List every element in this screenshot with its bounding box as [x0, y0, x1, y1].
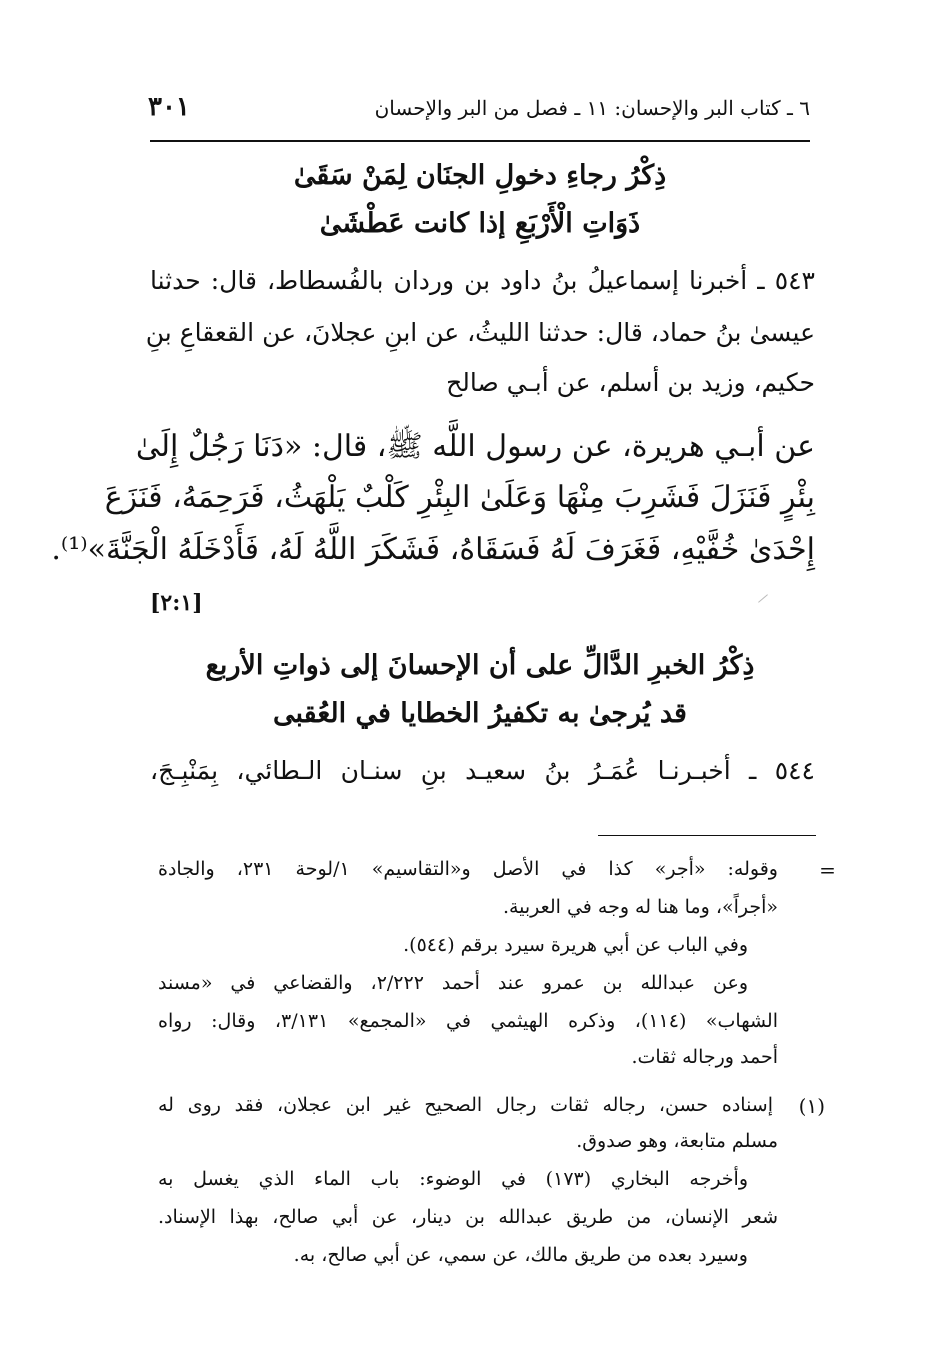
isnad-line: ٥٤٣ ـ أخبرنا إسماعيلُ بنُ داود بن وردان بالفُسطاط، قال: حدثنا: [150, 266, 815, 295]
footnote-line: الشهاب» (١١٤)، وذكره الهيثمي في «المجمع» ٣/١٣١، وقال: رواه: [158, 1010, 778, 1032]
footnote-line: وفي الباب عن أبي هريرة سيرد برقم (٥٤٤).: [403, 934, 748, 956]
page-number: ٣٠١: [148, 92, 190, 122]
footnote-line: مسلم متابعة، وهو صدوق.: [576, 1130, 778, 1152]
footnote-line: شعر الإنسان، من طريق عبدالله بن دينار، عن أبي صالح، بهذا الإسناد.: [158, 1206, 778, 1228]
section-heading-line: ذَوَاتِ الْأَرْبَعِ إذا كانت عَطْشَىٰ: [319, 208, 641, 239]
hadith-text-line: إِحْدَىٰ خُفَّيْهِ، فَغَرَفَ لَهُ فَسَقَاهُ، فَشَكَرَ اللَّهُ لَهُ، فَأَدْخَلَهُ الْجَنَّةَ»⁽¹⁾.: [51, 532, 815, 567]
footnote-rule: [598, 835, 816, 836]
footnote-line: وأخرجه البخاري (١٧٣) في الوضوء: باب الماء الذي يغسل به: [158, 1168, 748, 1190]
isnad-line: عيسىٰ بنُ حماد، قال: حدثنا الليثُ، عن ابنِ عجلانَ، عن القعقاعِ بنِ: [145, 318, 815, 347]
running-title: ٦ ـ كتاب البر والإحسان: ١١ ـ فصل من البر والإحسان: [374, 96, 810, 120]
footnote-line: وعن عبدالله بن عمرو عند أحمد ٢/٢٢٢، والقضاعي في «مسند: [158, 972, 748, 994]
footnote-line: أحمد ورجاله ثقات.: [631, 1046, 778, 1068]
header-rule: [150, 140, 810, 142]
footnote-continuation-marker: =: [819, 858, 836, 882]
source-reference: [٢:١]: [150, 590, 203, 616]
hadith-text-line: بِئْرٍ فَنَزَلَ فَشَرِبَ مِنْهَا وَعَلَىٰ البِئْرِ كَلْبٌ يَلْهَثُ، فَرَحِمَهُ، فَنَزَعَ: [104, 480, 815, 515]
section-heading-line: ذِكْرُ رجاءِ دخولِ الجنَان لِمَنْ سَقَىٰ: [293, 160, 667, 191]
footnote-line: «أجراً»، وما هنا له وجه في العربية.: [502, 896, 778, 918]
section-heading-line: قد يُرجىٰ به تكفيرُ الخطايا في العُقبى: [273, 698, 687, 729]
footnote-number: (١): [798, 1094, 825, 1118]
stray-mark: [758, 594, 768, 602]
section-heading-line: ذِكْرُ الخبرِ الدَّالِّ على أن الإحسانَ إلى ذواتِ الأربع: [205, 650, 755, 681]
footnote-line: وسيرد بعده من طريق مالك، عن سمي، عن أبي صالح، به.: [293, 1244, 748, 1266]
footnote-line: وقوله: «أجر» كذا في الأصل و«التقاسيم» ١/لوحة ٢٣١، والجادة: [158, 858, 778, 880]
hadith-text-line: عن أبـي هريرة، عن رسول اللَّه ﷺ، قال: «دَنَا رَجُلٌ إِلَىٰ: [135, 429, 815, 464]
isnad-line: حكيم، وزيد بن أسلم، عن أبـي صالح: [446, 368, 815, 397]
footnote-line: إسناده حسن، رجاله ثقات رجال الصحيح غير ابن عجلان، فقد روى له: [158, 1094, 773, 1116]
isnad-line: ٥٤٤ ـ أخبـرنـا عُمَـرُ بنُ سعيـد بنِ سنـان الـطائي، بِمَنْبِـجَ،: [150, 756, 815, 785]
